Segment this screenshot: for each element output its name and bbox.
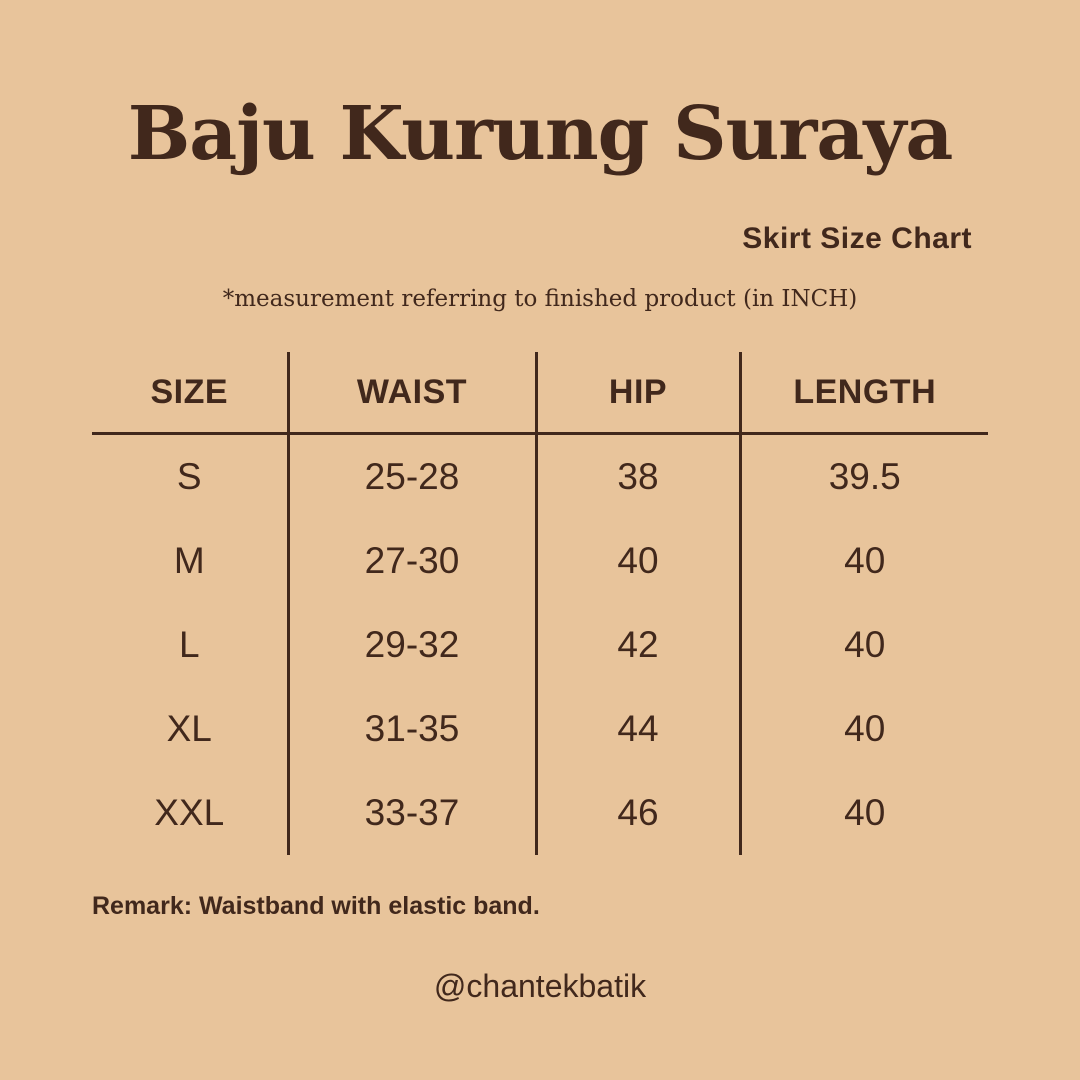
cell-size: XXL [154, 792, 225, 833]
cell-length: 40 [740, 519, 988, 603]
column-header-hip: HIP [536, 352, 740, 434]
cell-hip: 38 [536, 434, 740, 520]
cell-waist: 29-32 [288, 603, 536, 687]
cell-waist: 33-37 [288, 771, 536, 855]
table-header-row [92, 352, 988, 434]
cell-waist: 25-28 [288, 434, 536, 520]
column-header-size: SIZE [92, 352, 288, 434]
cell-length: 40 [740, 687, 988, 771]
cell-size: S [176, 456, 202, 497]
column-header-waist: WAIST [288, 352, 536, 434]
cell-length: 40 [740, 603, 988, 687]
cell-hip: 40 [536, 519, 740, 603]
remark-text: Remark: Waistband with elastic band. [92, 892, 540, 920]
page-subtitle: Skirt Size Chart [742, 222, 972, 255]
table-row [92, 771, 988, 855]
table-header [92, 352, 988, 434]
cell-size: M [173, 540, 205, 581]
cell-length: 39.5 [740, 434, 988, 520]
table-row [92, 519, 988, 603]
measurement-note: *measurement referring to finished product (in INCH) [222, 286, 858, 312]
size-chart-table [92, 352, 988, 855]
size-chart-table-wrapper [92, 352, 988, 855]
cell-size: XL [166, 708, 212, 749]
table-row [92, 434, 988, 520]
brand-handle: @chantekbatik [433, 968, 647, 1004]
cell-waist: 27-30 [288, 519, 536, 603]
table-body [92, 434, 988, 856]
cell-waist: 31-35 [288, 687, 536, 771]
cell-length: 40 [740, 771, 988, 855]
table-row [92, 687, 988, 771]
page-title: Baju Kurung Suraya [127, 91, 953, 177]
table-row [92, 603, 988, 687]
cell-hip: 42 [536, 603, 740, 687]
cell-hip: 44 [536, 687, 740, 771]
cell-hip: 46 [536, 771, 740, 855]
column-header-length: LENGTH [740, 352, 988, 434]
cell-size: L [178, 624, 200, 665]
